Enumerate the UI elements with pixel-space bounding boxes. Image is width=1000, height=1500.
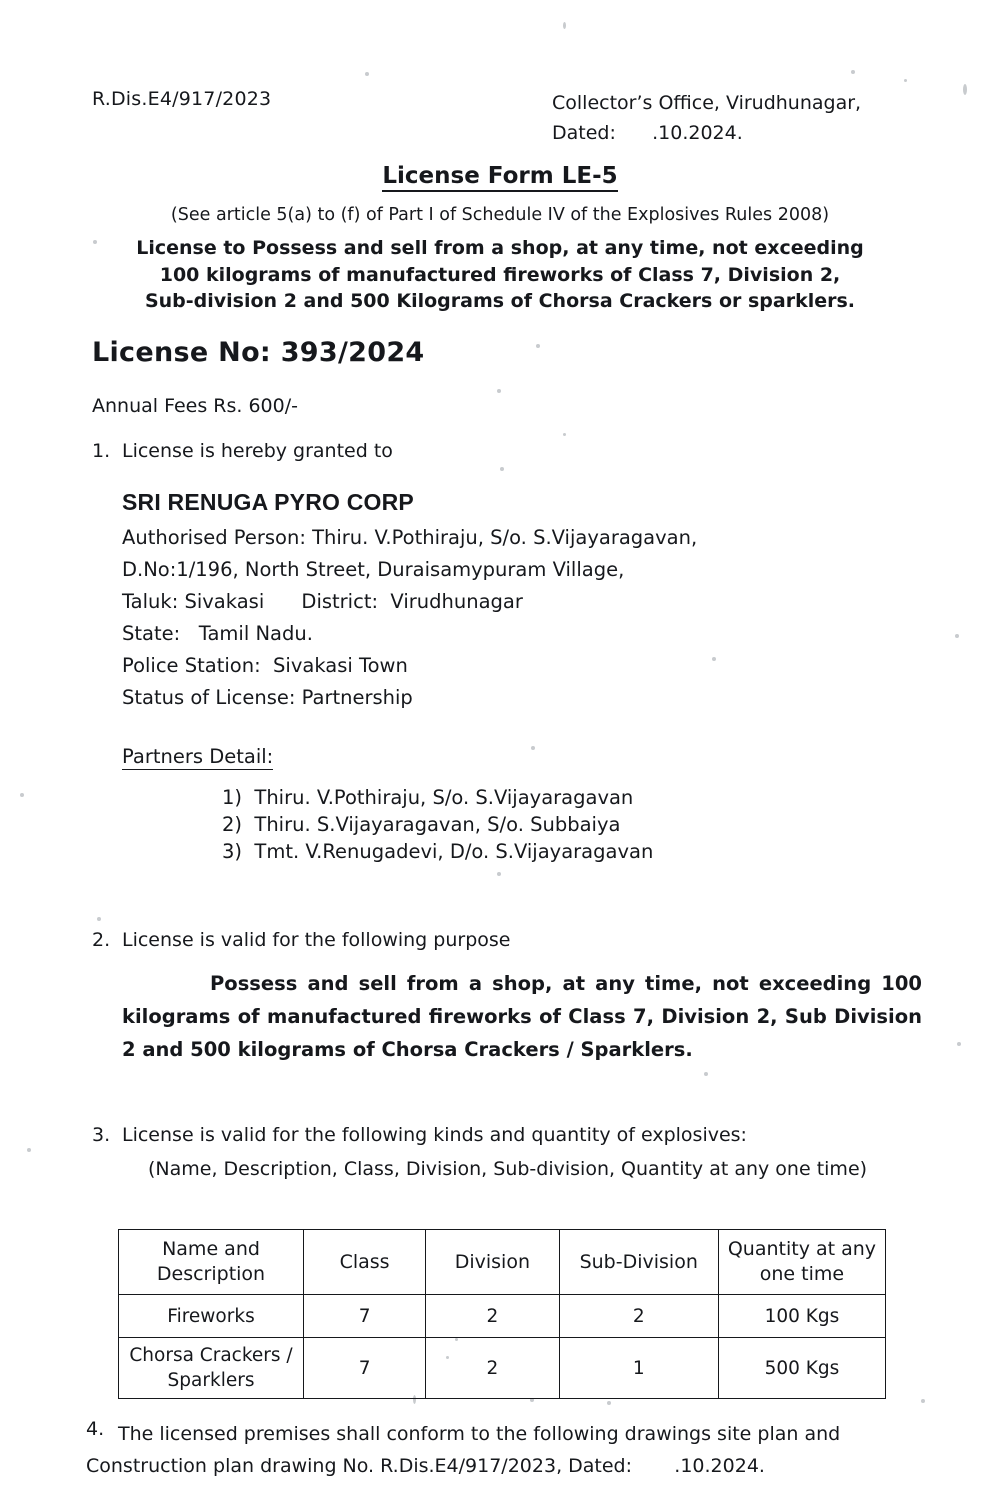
holder-detail-line: Status of License: Partnership xyxy=(122,686,413,709)
cell-name-description: Fireworks xyxy=(119,1295,304,1338)
clause-2-body: Possess and sell from a shop, at any time, not exceeding 100 kilograms of manufactured fireworks of Class 7, Division 2, Sub Division 2 and 500 kilograms of Chorsa Crackers / Sparklers. xyxy=(122,972,922,1061)
cell-division: 2 xyxy=(426,1338,559,1399)
scan-speck xyxy=(531,746,535,750)
license-description-line-3: Sub-division 2 and 500 Kilograms of Chorsa Crackers or sparklers. xyxy=(144,290,856,312)
scan-speck xyxy=(563,433,566,436)
table-row xyxy=(119,1295,886,1338)
article-note: (See article 5(a) to (f) of Part I of Schedule IV of the Explosives Rules 2008) xyxy=(170,205,830,225)
scan-speck xyxy=(497,872,501,876)
annual-fees: Annual Fees Rs. 600/- xyxy=(92,395,298,417)
clause-2-text: License is valid for the following purpose xyxy=(122,929,511,951)
partners-list xyxy=(222,784,653,865)
holder-detail-line: Authorised Person: Thiru. V.Pothiraju, S/o. S.Vijayaragavan, xyxy=(122,526,698,549)
scan-speck xyxy=(365,72,369,76)
holder-detail-line: Police Station: Sivakasi Town xyxy=(122,654,408,677)
office-date: Dated: .10.2024. xyxy=(552,122,743,144)
cell-division: 2 xyxy=(426,1295,559,1338)
scan-speck xyxy=(536,344,540,348)
explosives-table-body xyxy=(119,1295,886,1399)
cell-class: 7 xyxy=(304,1295,426,1338)
scan-speck xyxy=(563,22,566,29)
holder-detail-line: Taluk: Sivakasi District: Virudhunagar xyxy=(122,590,523,613)
cell-sub-division: 1 xyxy=(559,1338,718,1399)
partner-item: 2) Thiru. S.Vijayaragavan, S/o. Subbaiya xyxy=(222,813,621,836)
clause-1-text: License is hereby granted to xyxy=(122,440,393,462)
table-header-row xyxy=(119,1230,886,1295)
scan-speck xyxy=(20,793,24,797)
license-holder-name: SRI RENUGA PYRO CORP xyxy=(122,489,414,515)
explosives-table-head xyxy=(119,1230,886,1295)
clause-3-subtext: (Name, Description, Class, Division, Sub-division, Quantity at any one time) xyxy=(148,1158,868,1180)
partners-label-text: Partners Detail: xyxy=(122,745,274,768)
clause-4-line-1: The licensed premises shall conform to the following drawings site plan and xyxy=(118,1423,841,1445)
form-title-text: License Form LE-5 xyxy=(382,163,617,192)
partner-item: 3) Tmt. V.Renugadevi, D/o. S.Vijayaragavan xyxy=(222,840,654,863)
cell-quantity: 500 Kgs xyxy=(718,1338,885,1399)
form-title xyxy=(0,163,1000,189)
license-description-line-2: 100 kilograms of manufactured fireworks of Class 7, Division 2, xyxy=(159,263,841,286)
cell-quantity: 100 Kgs xyxy=(718,1295,885,1338)
explosives-table xyxy=(118,1229,886,1399)
scan-speck xyxy=(500,467,504,471)
cell-class: 7 xyxy=(304,1338,426,1399)
column-header-sub-division: Sub-Division xyxy=(559,1230,718,1295)
scan-speck xyxy=(27,1148,31,1152)
cell-sub-division: 2 xyxy=(559,1295,718,1338)
partners-label xyxy=(122,745,273,768)
scan-speck xyxy=(851,70,855,74)
clause-4-body xyxy=(86,1418,918,1482)
partner-item: 1) Thiru. V.Pothiraju, S/o. S.Vijayaragavan xyxy=(222,786,634,809)
table-row xyxy=(119,1338,886,1399)
clause-2-number: 2. xyxy=(92,929,111,951)
clause-4-number: 4. xyxy=(86,1418,105,1440)
scan-speck xyxy=(921,1399,925,1403)
scan-speck xyxy=(963,84,967,95)
license-description xyxy=(0,235,1000,315)
scan-speck xyxy=(957,1042,961,1046)
office-name: Collector’s Office, Virudhunagar, xyxy=(552,92,862,114)
clause-3-number: 3. xyxy=(92,1124,111,1146)
reference-number: R.Dis.E4/917/2023 xyxy=(92,88,272,110)
license-number: License No: 393/2024 xyxy=(92,337,425,368)
license-holder-details xyxy=(122,522,697,714)
office-address-block xyxy=(552,88,861,148)
column-header-division: Division xyxy=(426,1230,559,1295)
column-header-name-description: Name and Description xyxy=(119,1230,304,1295)
column-header-class: Class xyxy=(304,1230,426,1295)
scan-speck xyxy=(712,657,716,661)
license-description-line-1: License to Possess and sell from a shop, at any time, not exceeding xyxy=(136,237,864,259)
scan-speck xyxy=(97,917,101,921)
scan-speck xyxy=(497,389,501,393)
cell-name-description: Chorsa Crackers / Sparklers xyxy=(119,1338,304,1399)
column-header-quantity: Quantity at any one time xyxy=(718,1230,885,1295)
scan-speck xyxy=(704,1072,708,1076)
clause-3-text: License is valid for the following kinds and quantity of explosives: xyxy=(122,1124,747,1146)
holder-detail-line: D.No:1/196, North Street, Duraisamypuram Village, xyxy=(122,558,625,581)
scan-speck xyxy=(904,79,907,82)
clause-4-line-2: Construction plan drawing No. R.Dis.E4/917/2023, Dated: .10.2024. xyxy=(86,1455,765,1477)
holder-detail-line: State: Tamil Nadu. xyxy=(122,622,313,645)
scan-speck xyxy=(607,1401,611,1405)
scan-speck xyxy=(955,634,959,638)
clause-1-number: 1. xyxy=(92,440,111,462)
